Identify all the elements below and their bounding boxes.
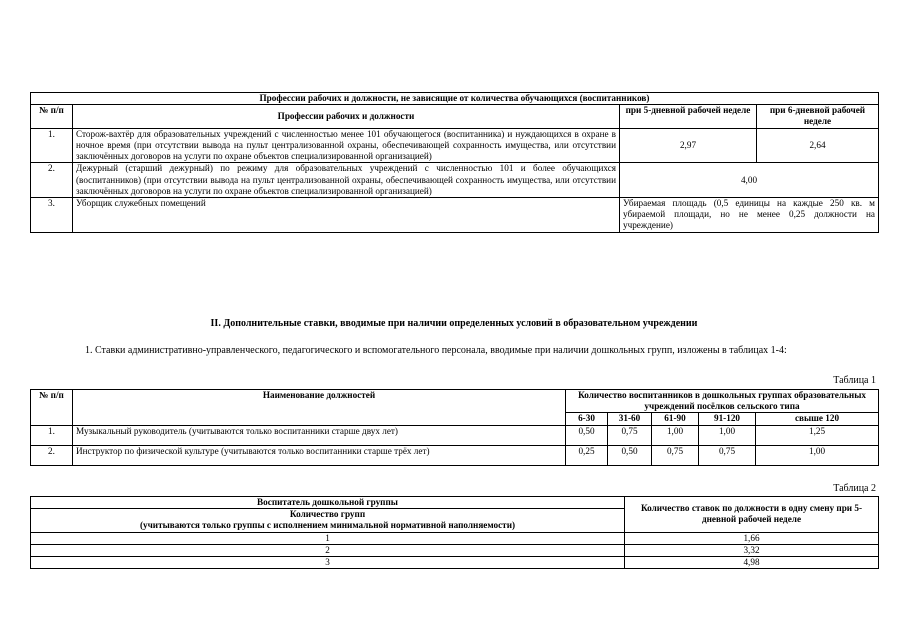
col-6day-header: при 6-дневной рабочей неделе — [757, 105, 879, 128]
rate-value: 3,32 — [625, 544, 879, 556]
row-value-5day: 2,97 — [620, 128, 757, 163]
range-header: 6-30 — [566, 413, 608, 425]
table-row — [31, 425, 879, 445]
col-5day-header: при 5-дневной рабочей неделе — [620, 105, 757, 128]
groups-header — [31, 509, 625, 532]
table1-caption: Таблица 1 — [833, 375, 876, 386]
section-heading: II. Дополнительные ставки, вводимые при наличии определенных условий в образовательном учреждении — [210, 318, 698, 329]
row-name: Уборщик служебных помещений — [73, 197, 620, 232]
table-header-row — [31, 497, 879, 509]
row-value: 4,00 — [620, 163, 879, 198]
groups-header-note: (учитываются только группы с исполнением минимальной нормативной наполняемости) — [139, 520, 516, 531]
col-quantity-header: Количество воспитанников в дошкольных группах образовательных учреждений посёлков сельского типа — [566, 390, 879, 413]
row-value: 1,00 — [756, 445, 879, 465]
row-number: 3. — [31, 197, 73, 232]
rate-header: Количество ставок по должности в одну смену при 5-дневной рабочей неделе — [625, 497, 879, 533]
col-name-header: Наименование должностей — [73, 390, 566, 426]
row-value: Убираемая площадь (0,5 единицы на каждые 250 кв. м убираемой площади, но не менее 0,25 должности на учреждение) — [620, 197, 879, 232]
rate-value: 4,98 — [625, 557, 879, 569]
table-title-row — [31, 93, 879, 105]
educator-title-header: Воспитатель дошкольной группы — [31, 497, 625, 509]
table-row — [31, 197, 879, 232]
row-value: 0,75 — [699, 445, 756, 465]
groups-header-label: Количество групп — [289, 509, 366, 520]
table-row — [31, 163, 879, 198]
range-header: 31-60 — [608, 413, 652, 425]
row-name: Дежурный (старший дежурный) по режиму для образовательных учреждений с численностью 101 и более обучающихся (воспитанников) (при отсутствии вывода на пульт централизованной охраны, обеспечивающей сохранность имущества, или отсутствии заключённых договоров на услуги по охране объектов специализированной организацией) — [73, 163, 620, 198]
row-value: 0,50 — [608, 445, 652, 465]
row-value: 1,00 — [699, 425, 756, 445]
col-number-header: № п/п — [31, 105, 73, 128]
row-value-6day: 2,64 — [757, 128, 879, 163]
groups-count: 3 — [31, 557, 625, 569]
range-header: 91-120 — [699, 413, 756, 425]
row-number: 1. — [31, 425, 73, 445]
table-row — [31, 557, 879, 569]
section-paragraph: 1. Ставки административно-управленческого, педагогического и вспомогательного персонала, вводимые при наличии дошкольных групп, изложены в таблицах 1-4: — [85, 345, 787, 356]
table-header-row — [31, 390, 879, 413]
row-value: 0,75 — [652, 445, 699, 465]
col-name-header: Профессии рабочих и должности — [73, 105, 620, 128]
groups-count: 2 — [31, 544, 625, 556]
row-value: 0,50 — [566, 425, 608, 445]
range-header: 61-90 — [652, 413, 699, 425]
row-value: 0,25 — [566, 445, 608, 465]
preschool-staff-table — [30, 389, 879, 466]
table-title: Профессии рабочих и должности, не зависящие от количества обучающихся (воспитанников) — [31, 93, 879, 105]
workers-positions-table — [30, 92, 879, 233]
row-value: 1,00 — [652, 425, 699, 445]
groups-count: 1 — [31, 532, 625, 544]
row-number: 2. — [31, 445, 73, 465]
row-number: 1. — [31, 128, 73, 163]
col-number-header: № п/п — [31, 390, 73, 426]
row-number: 2. — [31, 163, 73, 198]
table-row — [31, 544, 879, 556]
row-value: 1,25 — [756, 425, 879, 445]
table-row — [31, 128, 879, 163]
range-header: свыше 120 — [756, 413, 879, 425]
row-name: Инструктор по физической культуре (учитываются только воспитанники старше трёх лет) — [73, 445, 566, 465]
educator-rates-table — [30, 496, 879, 569]
rate-value: 1,66 — [625, 532, 879, 544]
table-row — [31, 532, 879, 544]
table2-caption: Таблица 2 — [833, 483, 876, 494]
row-name: Сторож-вахтёр для образовательных учреждений с численностью менее 101 обучающегося (воспитанника) и нуждающихся в охране в ночное время (при отсутствии вывода на пульт централизованной охраны, обеспечивающей сохранность имущества, или отсутствии заключённых договоров на услуги по охране объектов специализированной организацией) — [73, 128, 620, 163]
row-name: Музыкальный руководитель (учитываются только воспитанники старше двух лет) — [73, 425, 566, 445]
table-row — [31, 445, 879, 465]
table-header-row — [31, 105, 879, 128]
row-value: 0,75 — [608, 425, 652, 445]
